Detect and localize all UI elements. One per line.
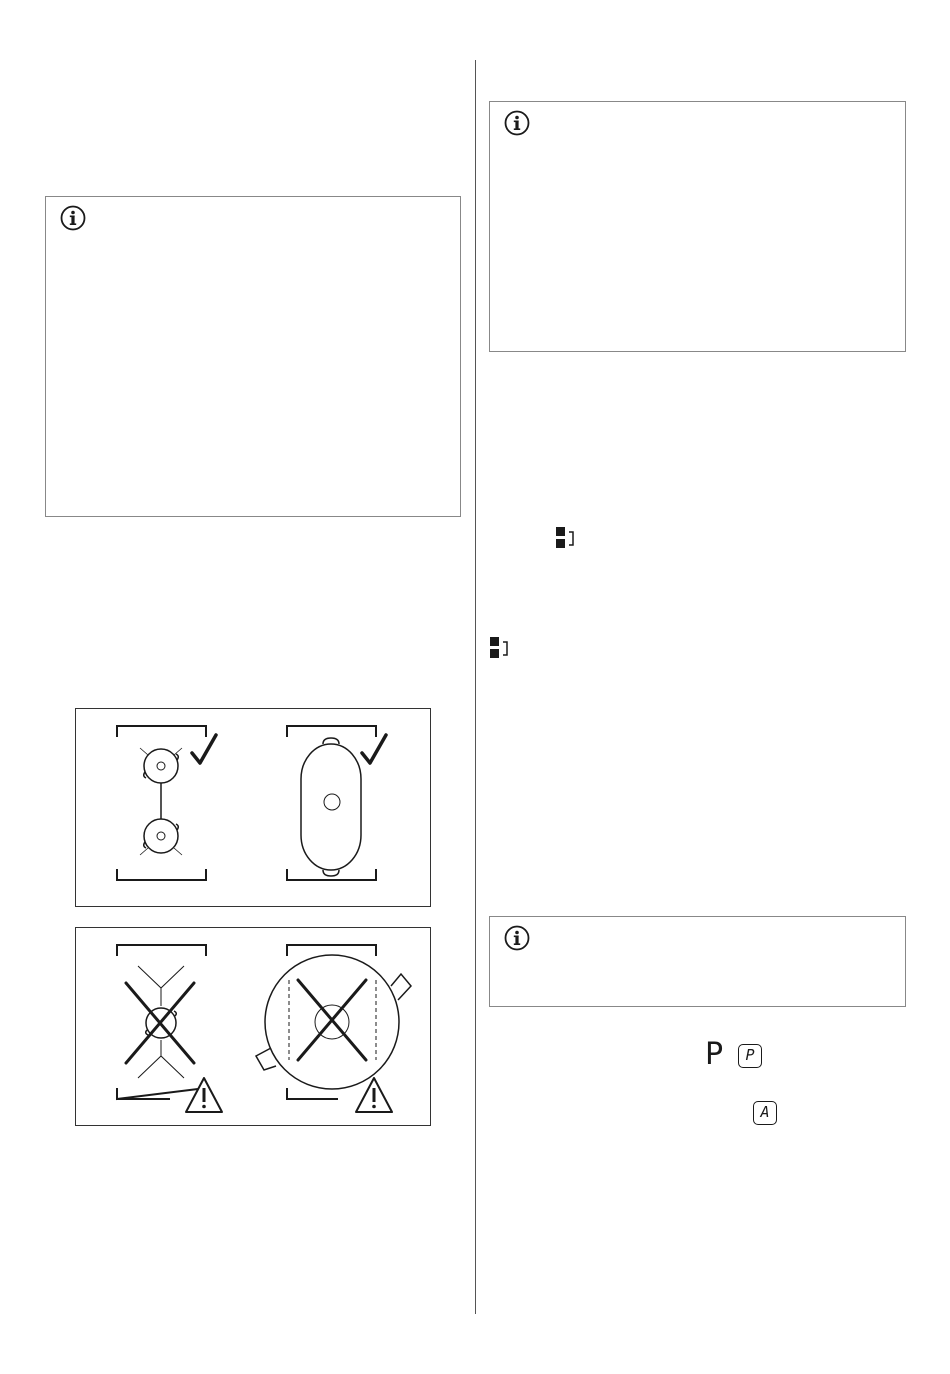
figure-correct-placement xyxy=(75,708,431,907)
cross-icon xyxy=(298,980,366,1060)
info-note-box-left xyxy=(45,196,461,517)
small-pots-correct xyxy=(140,748,182,855)
warning-triangle-icon xyxy=(186,1078,222,1112)
oval-pan-correct xyxy=(301,738,361,876)
info-note-box-right-top xyxy=(489,101,906,352)
power-function-symbol: P xyxy=(705,1037,724,1072)
checkmark-icon xyxy=(362,735,386,763)
info-circle-icon xyxy=(60,205,86,231)
power-function-display-symbol: P xyxy=(738,1044,762,1068)
info-circle-icon xyxy=(504,925,530,951)
automatic-function-display-symbol: A xyxy=(753,1101,777,1125)
cross-icon xyxy=(126,983,194,1063)
warning-triangle-icon xyxy=(356,1078,392,1112)
column-divider xyxy=(475,60,476,1314)
figure-incorrect-placement xyxy=(75,927,431,1126)
info-circle-icon xyxy=(504,110,530,136)
correct-placement-illustration xyxy=(76,709,430,906)
bridge-zone-symbol-icon xyxy=(555,526,577,550)
checkmark-icon xyxy=(192,735,216,763)
info-note-box-right-bottom xyxy=(489,916,906,1007)
incorrect-placement-illustration xyxy=(76,928,430,1125)
bridge-zone-symbol-icon xyxy=(489,636,511,660)
